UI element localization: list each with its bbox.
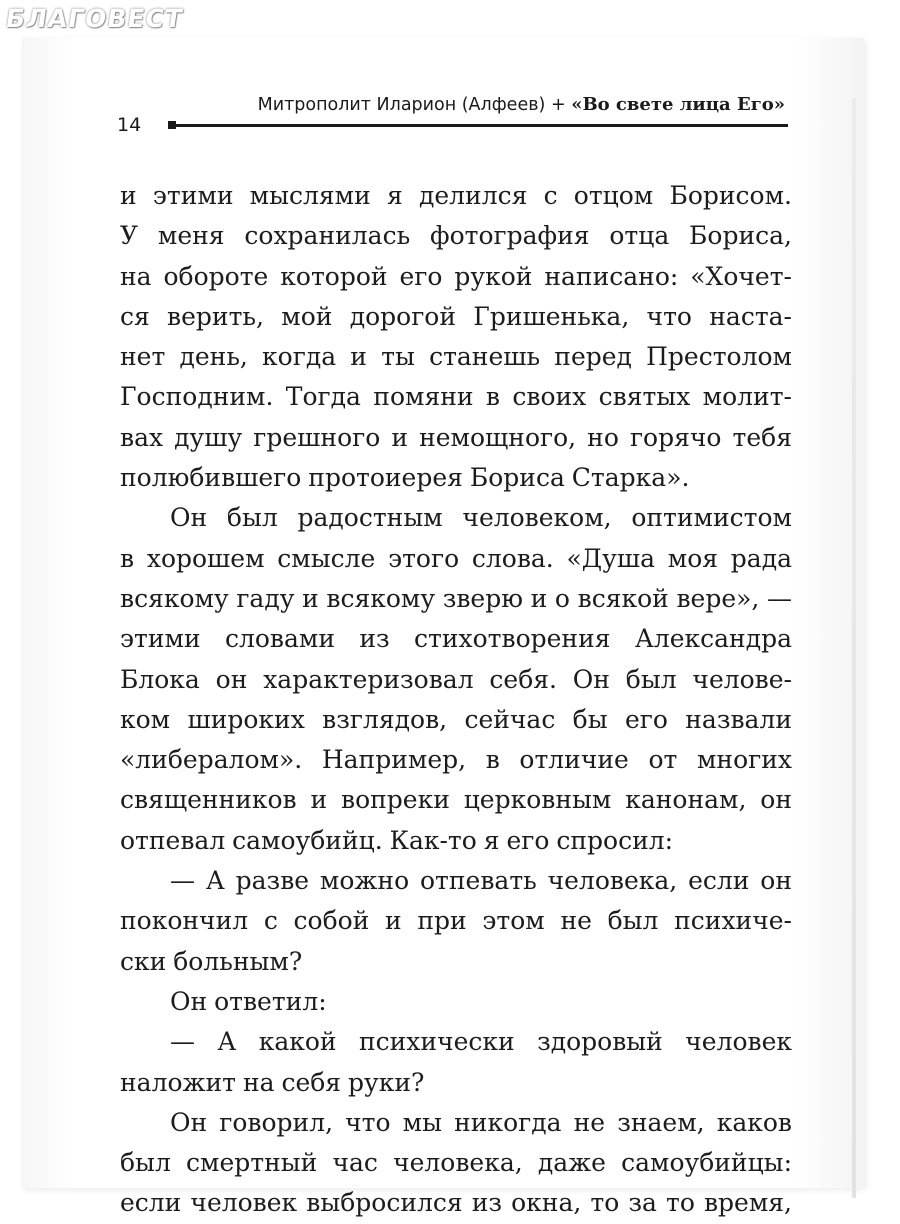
text-line: покончил с собой и при этом не был психиче- [120,906,792,936]
header-separator: + [550,95,566,115]
text-line: если человек выбросился из окна, то за то время, [120,1188,792,1218]
text-line: священников и вопреки церковным канонам, он [120,785,792,815]
body-text [120,176,792,1224]
text-line: ски больным? [120,946,303,976]
page-number: 14 [117,114,142,136]
header-rule [170,124,788,127]
text-line: — А разве можно отпевать человека, если он [170,866,792,896]
text-line: и этими мыслями я делился с отцом Борисом. [120,181,792,210]
text-line: полюбившего протоиерея Бориса Старка». [120,463,690,493]
text-line: наложит на себя руки? [120,1067,425,1097]
text-line: всякому гаду и всякому зверю и о всякой вере», — [120,583,792,613]
text-line: ся верить, мой дорогой Гришенька, что наста- [120,301,792,331]
text-line: Он говорил, что мы никогда не знаем, каков [170,1107,792,1137]
text-line: У меня сохранилась фотография отца Бориса, [120,221,792,251]
text-line: Он был радостным человеком, оптимистом [170,503,792,533]
running-header [255,94,785,115]
text-line: ком широких взглядов, сейчас бы его назвали [120,704,792,734]
text-line: Он ответил: [170,986,327,1016]
text-line: был смертный час человека, даже самоубийцы: [120,1148,792,1178]
text-line: Господним. Тогда помяни в своих святых молит- [120,382,792,412]
text-line: «либералом». Например, в отличие от многих [120,745,792,775]
header-book-title: «Во свете лица Его» [571,94,785,115]
text-line: нет день, когда и ты станешь перед Престолом [120,342,792,372]
text-line: — А какой психически здоровый человек [170,1027,792,1057]
watermark-logo: БЛАГОВЕСТ [3,4,185,33]
text-line: на обороте которой его рукой написано: «Хочет- [120,261,792,291]
page-edge [852,98,856,1198]
text-line: этими словами из стихотворения Александра [120,624,792,654]
text-line: вах душу грешного и немощного, но горячо тебя [120,422,792,452]
text-line: Блока он характеризовал себя. Он был челове- [120,664,792,694]
text-line: в хорошем смысле этого слова. «Душа моя рада [120,543,792,573]
header-author: Митрополит Иларион (Алфеев) [257,95,546,115]
text-line: отпевал самоубийц. Как-то я его спросил: [120,825,674,855]
header-rule-marker [168,121,176,129]
